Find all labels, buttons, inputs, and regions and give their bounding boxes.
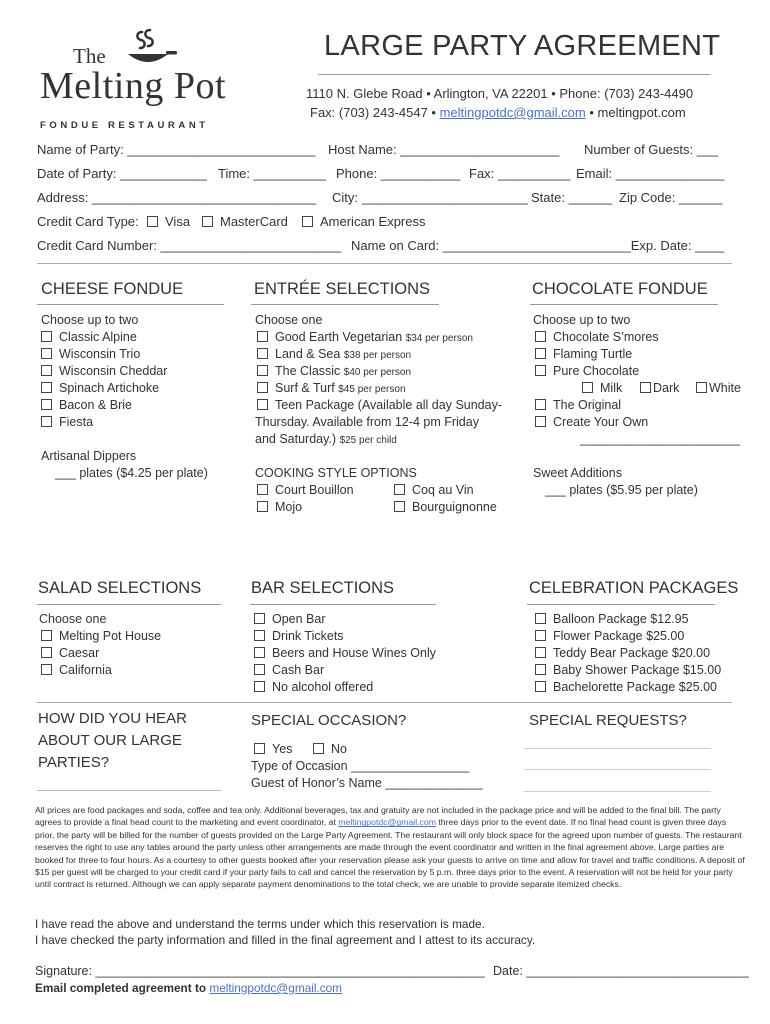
zip-code-field[interactable]: Zip Code: ______ <box>619 190 723 205</box>
cooking-checkbox[interactable] <box>394 501 405 512</box>
celebration-heading: CELEBRATION PACKAGES <box>529 579 739 597</box>
sweet-additions-field[interactable]: ___ plates ($5.95 per plate) <box>545 483 698 497</box>
amex-checkbox[interactable] <box>302 216 313 227</box>
salad-checkbox[interactable] <box>41 647 52 658</box>
fax-text: Fax: (703) 243-4547 • <box>310 105 440 120</box>
salad-option[interactable]: California <box>41 663 112 677</box>
salad-heading-underline <box>37 604 221 605</box>
cheese-option[interactable]: Wisconsin Cheddar <box>41 364 167 378</box>
amex-option[interactable]: American Express <box>302 214 425 229</box>
entree-checkbox[interactable] <box>257 399 268 410</box>
email-link[interactable]: meltingpotdc@gmail.com <box>439 105 586 120</box>
date-field[interactable]: Date: ________________________________ <box>493 964 749 978</box>
bar-option[interactable]: Drink Tickets <box>254 629 344 643</box>
entree-choose-label: Choose one <box>255 313 323 327</box>
celebration-checkbox[interactable] <box>535 613 546 624</box>
dippers-plates-field[interactable]: ___ plates ($4.25 per plate) <box>55 466 208 480</box>
celebration-option[interactable]: Bachelorette Package $25.00 <box>535 680 717 694</box>
teen-package-option[interactable]: Teen Package (Available all day Sunday- <box>257 398 502 412</box>
card-number-field[interactable]: Credit Card Number: _________________________ <box>37 238 342 253</box>
phone-field[interactable]: Phone: ___________ <box>336 166 461 181</box>
celebration-heading-underline <box>527 604 715 605</box>
chocolate-heading-underline <box>530 304 718 305</box>
celebration-checkbox[interactable] <box>535 630 546 641</box>
title-divider <box>318 74 710 75</box>
cheese-option[interactable]: Classic Alpine <box>41 330 137 344</box>
special-requests-line[interactable] <box>524 791 711 792</box>
cheese-checkbox[interactable] <box>41 416 52 427</box>
occasion-no-option[interactable]: No <box>313 742 347 756</box>
address-field[interactable]: Address: _______________________________ <box>37 190 317 205</box>
host-name-field[interactable]: Host Name: ______________________ <box>328 142 560 157</box>
chocolate-option[interactable]: Create Your Own <box>535 415 648 429</box>
fax-field[interactable]: Fax: __________ <box>469 166 571 181</box>
acknowledgement-line: I have read the above and understand the terms under which this reservation is made. <box>35 917 485 931</box>
acknowledgement-line: I have checked the party information and filled in the final agreement and I attest to its accuracy. <box>35 933 536 947</box>
celebration-option[interactable]: Teddy Bear Package $20.00 <box>535 646 710 660</box>
bar-checkbox[interactable] <box>254 613 265 624</box>
entree-checkbox[interactable] <box>257 382 268 393</box>
celebration-option[interactable]: Balloon Package $12.95 <box>535 612 689 626</box>
chocolate-checkbox[interactable] <box>535 416 546 427</box>
chocolate-option[interactable]: The Original <box>535 398 621 412</box>
cooking-option[interactable]: Coq au Vin <box>394 483 474 497</box>
salad-checkbox[interactable] <box>41 630 52 641</box>
teen-package-line2: Thursday. Available from 12-4 pm Friday <box>255 415 479 429</box>
chocolate-fondue-heading: CHOCOLATE FONDUE <box>532 280 708 298</box>
middle-divider <box>37 702 732 703</box>
time-field[interactable]: Time: __________ <box>218 166 326 181</box>
bar-heading: BAR SELECTIONS <box>251 579 395 597</box>
salad-checkbox[interactable] <box>41 664 52 675</box>
name-of-party-field[interactable]: Name of Party: __________________________ <box>37 142 316 157</box>
signature-field[interactable]: Signature: ________________________________________________________ <box>35 964 485 978</box>
yes-checkbox[interactable] <box>254 743 265 754</box>
chocolate-option[interactable]: Pure Chocolate <box>535 364 639 378</box>
email-field[interactable]: Email: _______________ <box>576 166 725 181</box>
city-field[interactable]: City: _______________________ <box>332 190 528 205</box>
entree-option[interactable]: Land & Sea $38 per person <box>257 347 411 361</box>
dark-checkbox[interactable] <box>640 382 651 393</box>
cheese-checkbox[interactable] <box>41 348 52 359</box>
page-title: LARGE PARTY AGREEMENT <box>324 30 721 62</box>
bar-option[interactable]: Open Bar <box>254 612 326 626</box>
email-completed-line: Email completed agreement to meltingpotdc@gmail.com <box>35 981 343 995</box>
chocolate-checkbox[interactable] <box>535 348 546 359</box>
special-requests-line[interactable] <box>524 769 711 770</box>
bar-checkbox[interactable] <box>254 647 265 658</box>
entree-option[interactable]: Surf & Turf $45 per person <box>257 381 406 395</box>
entree-checkbox[interactable] <box>257 348 268 359</box>
chocolate-type-option[interactable]: Dark <box>640 381 679 395</box>
celebration-option[interactable]: Flower Package $25.00 <box>535 629 684 643</box>
mastercard-checkbox[interactable] <box>202 216 213 227</box>
number-of-guests-field[interactable]: Number of Guests: ___ <box>584 142 719 157</box>
cheese-checkbox[interactable] <box>41 399 52 410</box>
salad-choose-label: Choose one <box>39 612 107 626</box>
sweet-additions-title: Sweet Additions <box>533 466 622 480</box>
white-checkbox[interactable] <box>696 382 707 393</box>
entree-checkbox[interactable] <box>257 365 268 376</box>
chocolate-choose-label: Choose up to two <box>533 313 631 327</box>
celebration-checkbox[interactable] <box>535 664 546 675</box>
special-occasion-heading: SPECIAL OCCASION? <box>251 712 407 729</box>
salad-option[interactable]: Caesar <box>41 646 99 660</box>
logo-tagline: FONDUE RESTAURANT <box>40 120 209 131</box>
logo-name: Melting Pot <box>40 65 227 107</box>
no-checkbox[interactable] <box>313 743 324 754</box>
logo-the: The <box>73 44 106 68</box>
chocolate-option[interactable]: Chocolate S’mores <box>535 330 659 344</box>
mastercard-option[interactable]: MasterCard <box>202 214 288 229</box>
dippers-title: Artisanal Dippers <box>41 449 137 463</box>
state-field[interactable]: State: ______ <box>531 190 612 205</box>
chocolate-checkbox[interactable] <box>535 331 546 342</box>
entree-heading: ENTRÉE SELECTIONS <box>254 280 431 298</box>
cheese-checkbox[interactable] <box>41 382 52 393</box>
cheese-option[interactable]: Wisconsin Trio <box>41 347 140 361</box>
celebration-checkbox[interactable] <box>535 681 546 692</box>
bar-option[interactable]: Beers and House Wines Only <box>254 646 436 660</box>
address-line: 1110 N. Glebe Road • Arlington, VA 22201 • Phone: (703) 243-4490 <box>306 86 694 101</box>
occasion-yes-option[interactable]: Yes <box>254 742 292 756</box>
bar-option[interactable]: Cash Bar <box>254 663 324 677</box>
entree-checkbox[interactable] <box>257 331 268 342</box>
card-type-label: Credit Card Type: <box>37 214 139 229</box>
cheese-choose-label: Choose up to two <box>41 313 139 327</box>
teen-package-line3: and Saturday.) $25 per child <box>255 432 397 446</box>
celebration-option[interactable]: Baby Shower Package $15.00 <box>535 663 721 677</box>
bar-checkbox[interactable] <box>254 630 265 641</box>
cooking-option[interactable]: Bourguignonne <box>394 500 497 514</box>
type-of-occasion-field[interactable]: Type of Occasion _________________ <box>251 759 470 773</box>
terms-email-link[interactable]: meltingpotdc@gmail.com <box>338 817 436 828</box>
cooking-option[interactable]: Mojo <box>257 500 302 514</box>
celebration-checkbox[interactable] <box>535 647 546 658</box>
visa-option[interactable]: Visa <box>147 214 190 229</box>
cheese-option[interactable]: Spinach Artichoke <box>41 381 159 395</box>
chocolate-option[interactable]: Flaming Turtle <box>535 347 632 361</box>
cheese-checkbox[interactable] <box>41 365 52 376</box>
milk-checkbox[interactable] <box>582 382 593 393</box>
terms-paragraph: All prices are food packages and soda, coffee and tea only. Additional beverages, tax and gratuity are not included in the package price and will be added to the final bill. The party agrees to provide a final head count to the marketing and event coordinator, at meltingpotdc@gmail.com three days prior to the event date. If no final head count is given three days prior, the party will be billed for the number of guests provided on the Large Party Agreement. The restaurant will only block space for the agreed upon number of guests. The restaurant reserves the right to use any tables around the party unless other arrangements are made through the event coordinator and written in the final agreement above. Large parties are booked for three to four hours. As a courtesy to other guests booked after your reservation please ask your guests to arrive on time and allow for travel and traffic conditions. A deposit of $15 per guest will be charged to your credit card if your party fails to call and cancel the reservation by 5 p.m. three days prior to the event. A reservation will not be held for your party until contract is returned. Although we can apply separate payment denominations to the total check, we are unable to provide separate itemized checks. <box>35 805 745 890</box>
cooking-style-title: COOKING STYLE OPTIONS <box>255 466 417 480</box>
form-divider <box>37 263 732 264</box>
chocolate-type-option[interactable]: White <box>696 381 741 395</box>
how-did-you-hear-heading: HOW DID YOU HEAR ABOUT OUR LARGE PARTIES? <box>38 710 187 771</box>
chocolate-type-option[interactable]: Milk <box>582 381 622 395</box>
salad-option[interactable]: Melting Pot House <box>41 629 161 643</box>
chocolate-checkbox[interactable] <box>535 399 546 410</box>
chocolate-checkbox[interactable] <box>535 365 546 376</box>
website-text: • meltingpot.com <box>585 105 686 120</box>
cheese-option[interactable]: Fiesta <box>41 415 93 429</box>
bar-checkbox[interactable] <box>254 681 265 692</box>
cooking-option[interactable]: Court Bouillon <box>257 483 354 497</box>
salad-heading: SALAD SELECTIONS <box>38 579 202 597</box>
cooking-checkbox[interactable] <box>257 501 268 512</box>
cheese-option[interactable]: Bacon & Brie <box>41 398 132 412</box>
contact-line <box>310 105 686 120</box>
name-on-card-field[interactable]: Name on Card: __________________________Exp. Date: ____ <box>351 238 724 253</box>
bar-option[interactable]: No alcohol offered <box>254 680 373 694</box>
entree-heading-underline <box>251 304 439 305</box>
how-did-you-hear-line[interactable] <box>37 790 221 791</box>
special-requests-line[interactable] <box>524 748 711 749</box>
cooking-checkbox[interactable] <box>394 484 405 495</box>
entree-option[interactable]: Good Earth Vegetarian $34 per person <box>257 330 473 344</box>
guest-of-honor-field[interactable]: Guest of Honor’s Name ______________ <box>251 776 483 790</box>
bar-heading-underline <box>250 604 436 605</box>
create-your-own-field[interactable]: _______________________ <box>580 432 740 446</box>
visa-checkbox[interactable] <box>147 216 158 227</box>
cheese-fondue-heading: CHEESE FONDUE <box>41 280 184 298</box>
cooking-checkbox[interactable] <box>257 484 268 495</box>
cheese-checkbox[interactable] <box>41 331 52 342</box>
footer-email-link[interactable]: meltingpotdc@gmail.com <box>209 981 343 995</box>
date-of-party-field[interactable]: Date of Party: ____________ <box>37 166 207 181</box>
special-requests-heading: SPECIAL REQUESTS? <box>529 712 687 729</box>
bar-checkbox[interactable] <box>254 664 265 675</box>
cheese-heading-underline <box>37 304 224 305</box>
entree-option[interactable]: The Classic $40 per person <box>257 364 411 378</box>
